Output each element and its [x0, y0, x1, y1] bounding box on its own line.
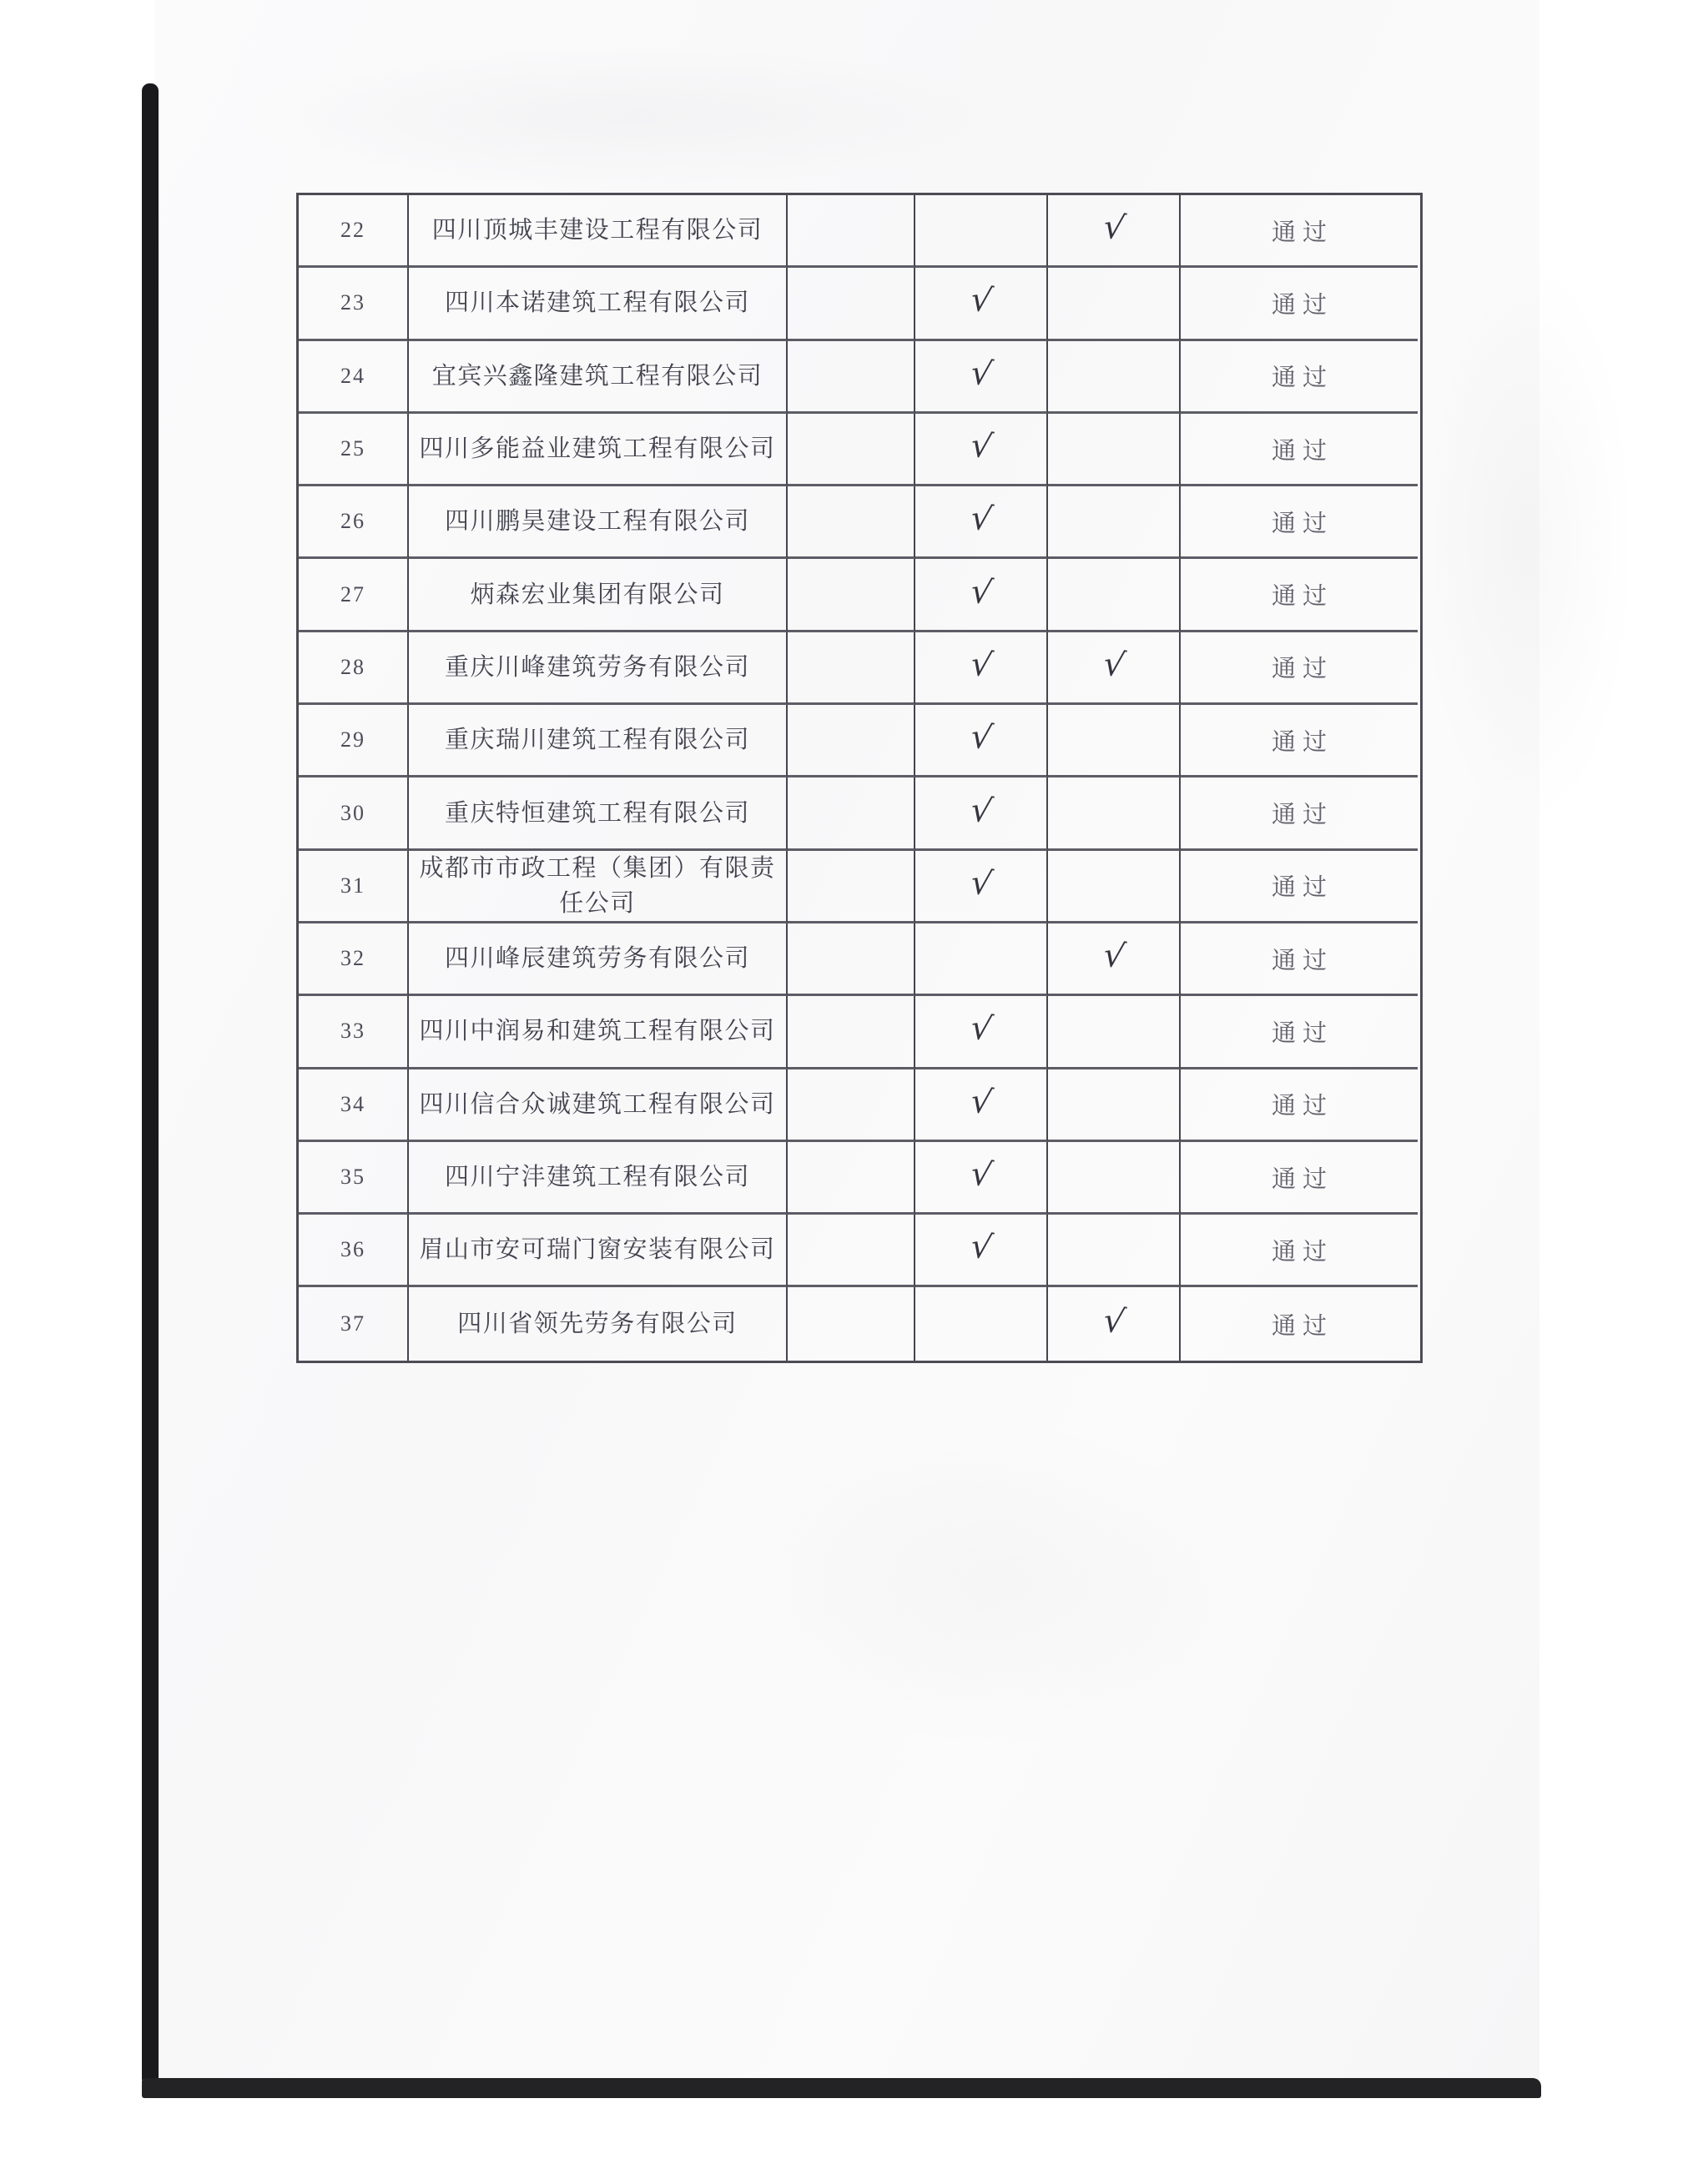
result-cell	[1181, 268, 1418, 340]
result-text: 通过	[1271, 1165, 1333, 1193]
row-number-cell	[299, 705, 409, 777]
row-number: 29	[340, 727, 365, 752]
check-cell-b	[1048, 195, 1181, 268]
table-row	[299, 559, 1420, 632]
company-name-cell	[409, 705, 788, 777]
blank-cell	[788, 195, 915, 268]
row-number: 37	[340, 1311, 365, 1336]
check-cell-a	[915, 1142, 1048, 1215]
result-cell	[1181, 1215, 1418, 1287]
check-cell-b	[1048, 1215, 1181, 1287]
check-cell-b	[1048, 923, 1181, 996]
result-cell	[1181, 996, 1418, 1069]
result-cell	[1181, 777, 1418, 850]
result-cell	[1181, 414, 1418, 486]
row-number-cell	[299, 1142, 409, 1215]
check-cell-a	[915, 923, 1048, 996]
checkmark-icon: √	[1100, 1301, 1128, 1342]
checkmark-icon: √	[967, 863, 995, 904]
blank-cell	[788, 1069, 915, 1142]
blank-cell	[788, 414, 915, 486]
company-name: 四川多能益业建筑工程有限公司	[419, 435, 776, 463]
company-name-cell	[409, 1069, 788, 1142]
result-text: 通过	[1271, 1093, 1333, 1120]
row-number: 35	[340, 1165, 365, 1189]
check-cell-b	[1048, 414, 1181, 486]
row-number-cell	[299, 851, 409, 923]
row-number-cell	[299, 195, 409, 268]
table-row	[299, 1069, 1420, 1142]
check-cell-b	[1048, 705, 1181, 777]
check-cell-a	[915, 1287, 1048, 1360]
row-number-cell	[299, 923, 409, 996]
company-name-cell	[409, 341, 788, 414]
blank-cell	[788, 1287, 915, 1360]
check-cell-b	[1048, 341, 1181, 414]
blank-cell	[788, 486, 915, 559]
check-cell-a	[915, 996, 1048, 1069]
checkmark-icon: √	[967, 353, 995, 395]
row-number-cell	[299, 1287, 409, 1360]
row-number: 23	[340, 290, 365, 315]
company-name: 重庆特恒建筑工程有限公司	[444, 799, 750, 827]
company-name-cell	[409, 1287, 788, 1360]
result-text: 通过	[1271, 219, 1333, 246]
table-row	[299, 341, 1420, 414]
company-name: 四川鹏昊建设工程有限公司	[444, 508, 750, 536]
company-name: 宜宾兴鑫隆建筑工程有限公司	[431, 362, 763, 390]
scan-bottom-edge-artifact	[142, 2078, 1541, 2098]
company-name: 重庆川峰建筑劳务有限公司	[444, 653, 750, 681]
check-cell-b	[1048, 851, 1181, 923]
blank-cell	[788, 1215, 915, 1287]
row-number: 22	[340, 218, 365, 243]
checkmark-icon: √	[967, 498, 995, 541]
row-number-cell	[299, 268, 409, 340]
approval-table-body	[299, 195, 1420, 1361]
check-cell-a	[915, 777, 1048, 850]
result-cell	[1181, 559, 1418, 632]
company-name-cell	[409, 268, 788, 340]
checkmark-icon: √	[1100, 935, 1128, 977]
result-text: 通过	[1271, 802, 1333, 829]
checkmark-icon: √	[967, 571, 995, 613]
table-row	[299, 1142, 1420, 1215]
table-row	[299, 1215, 1420, 1287]
company-name-cell	[409, 486, 788, 559]
check-cell-a	[915, 1069, 1048, 1142]
check-cell-b	[1048, 1287, 1181, 1360]
row-number: 30	[340, 800, 365, 825]
result-text: 通过	[1271, 291, 1333, 319]
check-cell-a	[915, 195, 1048, 268]
blank-cell	[788, 559, 915, 632]
check-cell-a	[915, 851, 1048, 923]
result-text: 通过	[1271, 1312, 1333, 1340]
row-number-cell	[299, 341, 409, 414]
row-number-cell	[299, 777, 409, 850]
result-cell	[1181, 632, 1418, 705]
blank-cell	[788, 851, 915, 923]
company-name: 四川省领先劳务有限公司	[457, 1311, 738, 1338]
row-number-cell	[299, 996, 409, 1069]
check-cell-b	[1048, 1142, 1181, 1215]
result-text: 通过	[1271, 1238, 1333, 1266]
check-cell-a	[915, 341, 1048, 414]
checkmark-icon: √	[1100, 207, 1128, 249]
check-cell-a	[915, 632, 1048, 705]
result-text: 通过	[1271, 510, 1333, 537]
table-row	[299, 195, 1420, 268]
result-cell	[1181, 195, 1418, 268]
checkmark-icon: √	[967, 1226, 995, 1269]
result-cell	[1181, 1142, 1418, 1215]
company-name: 四川顶城丰建设工程有限公司	[431, 217, 763, 244]
company-name-cell	[409, 195, 788, 268]
company-name: 炳森宏业集团有限公司	[470, 581, 725, 608]
checkmark-icon: √	[967, 1081, 995, 1123]
result-text: 通过	[1271, 365, 1333, 392]
company-name: 四川本诺建筑工程有限公司	[444, 289, 750, 317]
table-row	[299, 486, 1420, 559]
row-number: 27	[340, 581, 365, 606]
check-cell-a	[915, 705, 1048, 777]
blank-cell	[788, 996, 915, 1069]
approval-table	[296, 193, 1423, 1363]
result-text: 通过	[1271, 728, 1333, 756]
row-number-cell	[299, 414, 409, 486]
company-name: 四川峰辰建筑劳务有限公司	[444, 945, 750, 973]
blank-cell	[788, 777, 915, 850]
checkmark-icon: √	[967, 1154, 995, 1195]
result-cell	[1181, 923, 1418, 996]
row-number-cell	[299, 1215, 409, 1287]
result-text: 通过	[1271, 437, 1333, 465]
result-text: 通过	[1271, 1019, 1333, 1047]
result-text: 通过	[1271, 583, 1333, 611]
row-number: 32	[340, 946, 365, 971]
company-name: 成都市市政工程（集团）有限责任公司	[419, 854, 776, 917]
company-name-cell	[409, 996, 788, 1069]
company-name: 重庆瑞川建筑工程有限公司	[444, 727, 750, 754]
company-name-cell	[409, 414, 788, 486]
company-name: 四川信合众诚建筑工程有限公司	[419, 1090, 776, 1118]
check-cell-a	[915, 414, 1048, 486]
row-number: 33	[340, 1019, 365, 1044]
checkmark-icon: √	[967, 717, 995, 758]
row-number: 25	[340, 436, 365, 461]
checkmark-icon: √	[967, 1008, 995, 1050]
blank-cell	[788, 341, 915, 414]
blank-cell	[788, 923, 915, 996]
result-text: 通过	[1271, 656, 1333, 683]
check-cell-a	[915, 486, 1048, 559]
checkmark-icon: √	[967, 279, 995, 322]
table-row	[299, 996, 1420, 1069]
row-number-cell	[299, 1069, 409, 1142]
company-name: 四川宁沣建筑工程有限公司	[444, 1163, 750, 1190]
result-cell	[1181, 486, 1418, 559]
row-number: 26	[340, 509, 365, 534]
checkmark-icon: √	[967, 425, 995, 467]
table-row	[299, 268, 1420, 340]
table-row	[299, 705, 1420, 777]
checkmark-icon: √	[967, 789, 995, 832]
row-number: 24	[340, 363, 365, 388]
result-cell	[1181, 705, 1418, 777]
result-cell	[1181, 851, 1418, 923]
table-row	[299, 923, 1420, 996]
row-number-cell	[299, 559, 409, 632]
check-cell-b	[1048, 632, 1181, 705]
check-cell-b	[1048, 1069, 1181, 1142]
result-cell	[1181, 341, 1418, 414]
company-name-cell	[409, 632, 788, 705]
table-row	[299, 632, 1420, 705]
row-number: 31	[340, 873, 365, 898]
checkmark-icon: √	[967, 644, 995, 686]
check-cell-b	[1048, 996, 1181, 1069]
table-row	[299, 777, 1420, 850]
check-cell-b	[1048, 559, 1181, 632]
company-name-cell	[409, 1215, 788, 1287]
check-cell-a	[915, 559, 1048, 632]
result-text: 通过	[1271, 874, 1333, 902]
result-text: 通过	[1271, 947, 1333, 974]
table-row	[299, 414, 1420, 486]
company-name-cell	[409, 559, 788, 632]
result-cell	[1181, 1069, 1418, 1142]
result-cell	[1181, 1287, 1418, 1360]
row-number-cell	[299, 632, 409, 705]
row-number-cell	[299, 486, 409, 559]
check-cell-a	[915, 1215, 1048, 1287]
company-name: 四川中润易和建筑工程有限公司	[419, 1018, 776, 1045]
company-name-cell	[409, 923, 788, 996]
blank-cell	[788, 1142, 915, 1215]
blank-cell	[788, 705, 915, 777]
table-row	[299, 851, 1420, 923]
company-name-cell	[409, 851, 788, 923]
table-row	[299, 1287, 1420, 1360]
blank-cell	[788, 632, 915, 705]
company-name-cell	[409, 777, 788, 850]
company-name: 眉山市安可瑞门窗安装有限公司	[419, 1236, 776, 1264]
scan-left-edge-artifact	[142, 83, 159, 2081]
check-cell-b	[1048, 486, 1181, 559]
row-number: 28	[340, 654, 365, 679]
checkmark-icon: √	[1100, 644, 1128, 686]
check-cell-b	[1048, 268, 1181, 340]
row-number: 34	[340, 1091, 365, 1116]
row-number: 36	[340, 1237, 365, 1262]
blank-cell	[788, 268, 915, 340]
company-name-cell	[409, 1142, 788, 1215]
check-cell-b	[1048, 777, 1181, 850]
check-cell-a	[915, 268, 1048, 340]
